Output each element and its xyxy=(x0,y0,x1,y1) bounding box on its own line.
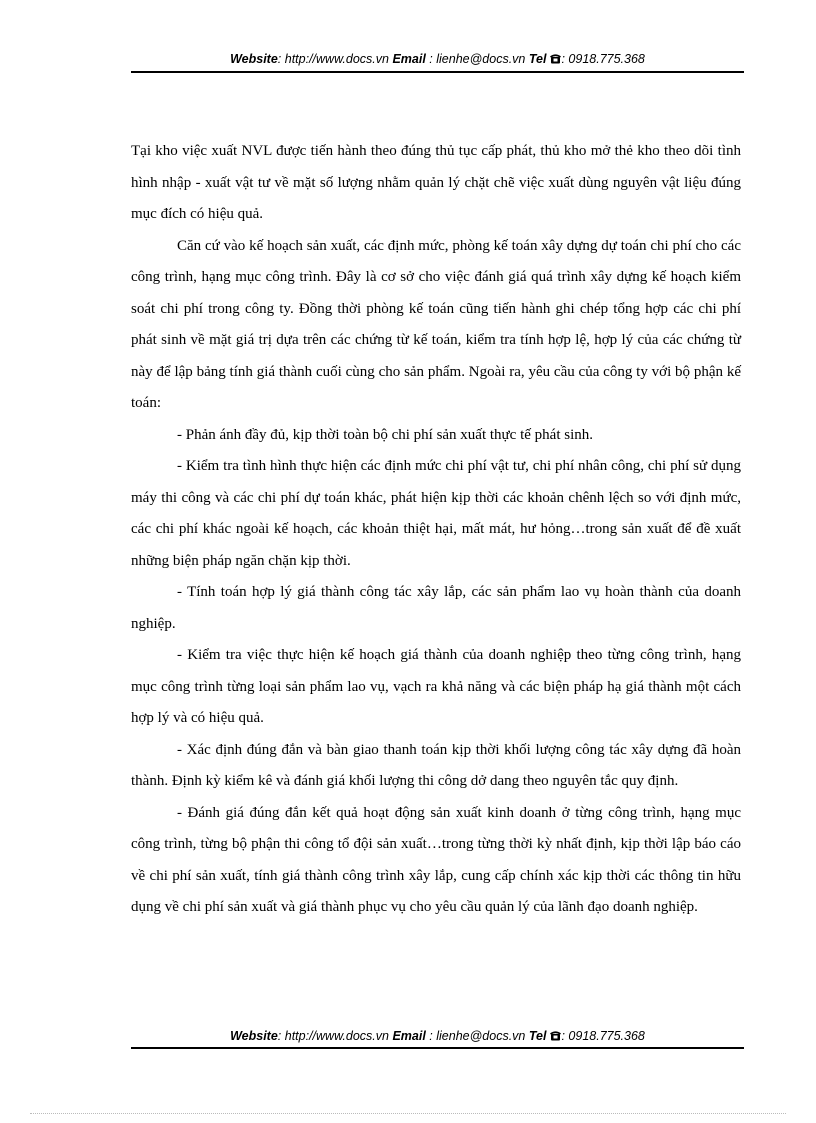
paragraph-7: - Xác định đúng đắn và bàn giao thanh toán kịp thời khối lượng công tác xây dựng đã hoàn thành. Định kỳ kiểm kê và đánh giá khối lượng thi công dở dang theo nguyên tắc quy định. xyxy=(131,741,741,789)
footer-email-label: Email xyxy=(392,1029,426,1043)
paragraph-4: - Kiểm tra tình hình thực hiện các định mức chi phí vật tư, chi phí nhân công, chi phí sử dụng máy thi công và các chi phí dự toán khác, phát hiện kịp thời các khoản chênh lệch so với định mức, các chi phí khác ngoài kế hoạch, các khoản thiệt hại, mất mát, hư hỏng…trong sản xuất để đề xuất những biện pháp ngăn chặn kịp thời. xyxy=(131,458,741,569)
document-body xyxy=(131,136,741,924)
header-email-value: : lienhe@docs.vn xyxy=(429,52,526,66)
header-tel-label: Tel xyxy=(528,52,547,66)
footer-phone: : 0918.775.368 xyxy=(561,1029,645,1043)
footer-tel-label: Tel xyxy=(528,1029,547,1043)
page-header xyxy=(131,49,744,73)
header-website-url: : http://www.docs.vn xyxy=(277,52,389,66)
page-footer xyxy=(131,1027,744,1049)
header-email-label: Email xyxy=(392,52,426,66)
phone-icon xyxy=(550,1031,561,1041)
paragraph-5: - Tính toán hợp lý giá thành công tác xây lắp, các sản phẩm lao vụ hoàn thành của doanh nghiệp. xyxy=(131,584,741,632)
phone-icon xyxy=(550,54,561,64)
paragraph-2: Căn cứ vào kế hoạch sản xuất, các định mức, phòng kế toán xây dựng dự toán chi phí cho các công trình, hạng mục công trình. Đây là cơ sở cho việc đánh giá quá trình xây dựng kế hoạch kiểm soát chi phí trong công ty. Đồng thời phòng kế toán cũng tiến hành ghi chép tổng hợp các chi phí phát sinh về mặt giá trị dựa trên các chứng từ kế toán, kiểm tra tính hợp lệ, hợp lý của các chứng từ này để lập bảng tính giá thành cuối cùng cho sản phẩm. Ngoài ra, yêu cầu của công ty với bộ phận kế toán: xyxy=(131,237,741,411)
footer-website-label: Website xyxy=(230,1029,278,1043)
page-edge-divider xyxy=(30,1113,786,1114)
paragraph-1: Tại kho việc xuất NVL được tiến hành theo đúng thủ tục cấp phát, thủ kho mở thẻ kho theo dõi tình hình nhập - xuất vật tư về mặt số lượng nhằm quản lý chặt chẽ việc xuất dùng nguyên vật liệu đúng mục đích có hiệu quả. xyxy=(131,143,741,222)
footer-website-url: : http://www.docs.vn xyxy=(277,1029,389,1043)
header-phone: : 0918.775.368 xyxy=(561,52,645,66)
header-website-label: Website xyxy=(230,52,278,66)
paragraph-6: - Kiểm tra việc thực hiện kế hoạch giá thành của doanh nghiệp theo từng công trình, hạng mục công trình từng loại sản phẩm lao vụ, vạch ra khả năng và các biện pháp hạ giá thành một cách hợp lý và có hiệu quả. xyxy=(131,647,741,726)
paragraph-8: - Đánh giá đúng đắn kết quả hoạt động sản xuất kinh doanh ở từng công trình, hạng mục công trình, từng bộ phận thi công tổ đội sản xuất…trong từng thời kỳ nhất định, kịp thời lập báo cáo về chi phí sản xuất, tính giá thành công trình xây lắp, cung cấp chính xác kịp thời các thông tin hữu dụng về chi phí sản xuất và giá thành phục vụ cho yêu cầu quản lý của lãnh đạo doanh nghiệp. xyxy=(131,804,741,915)
footer-email-value: : lienhe@docs.vn xyxy=(429,1029,526,1043)
paragraph-3: - Phản ánh đầy đủ, kịp thời toàn bộ chi phí sản xuất thực tế phát sinh. xyxy=(177,426,593,443)
